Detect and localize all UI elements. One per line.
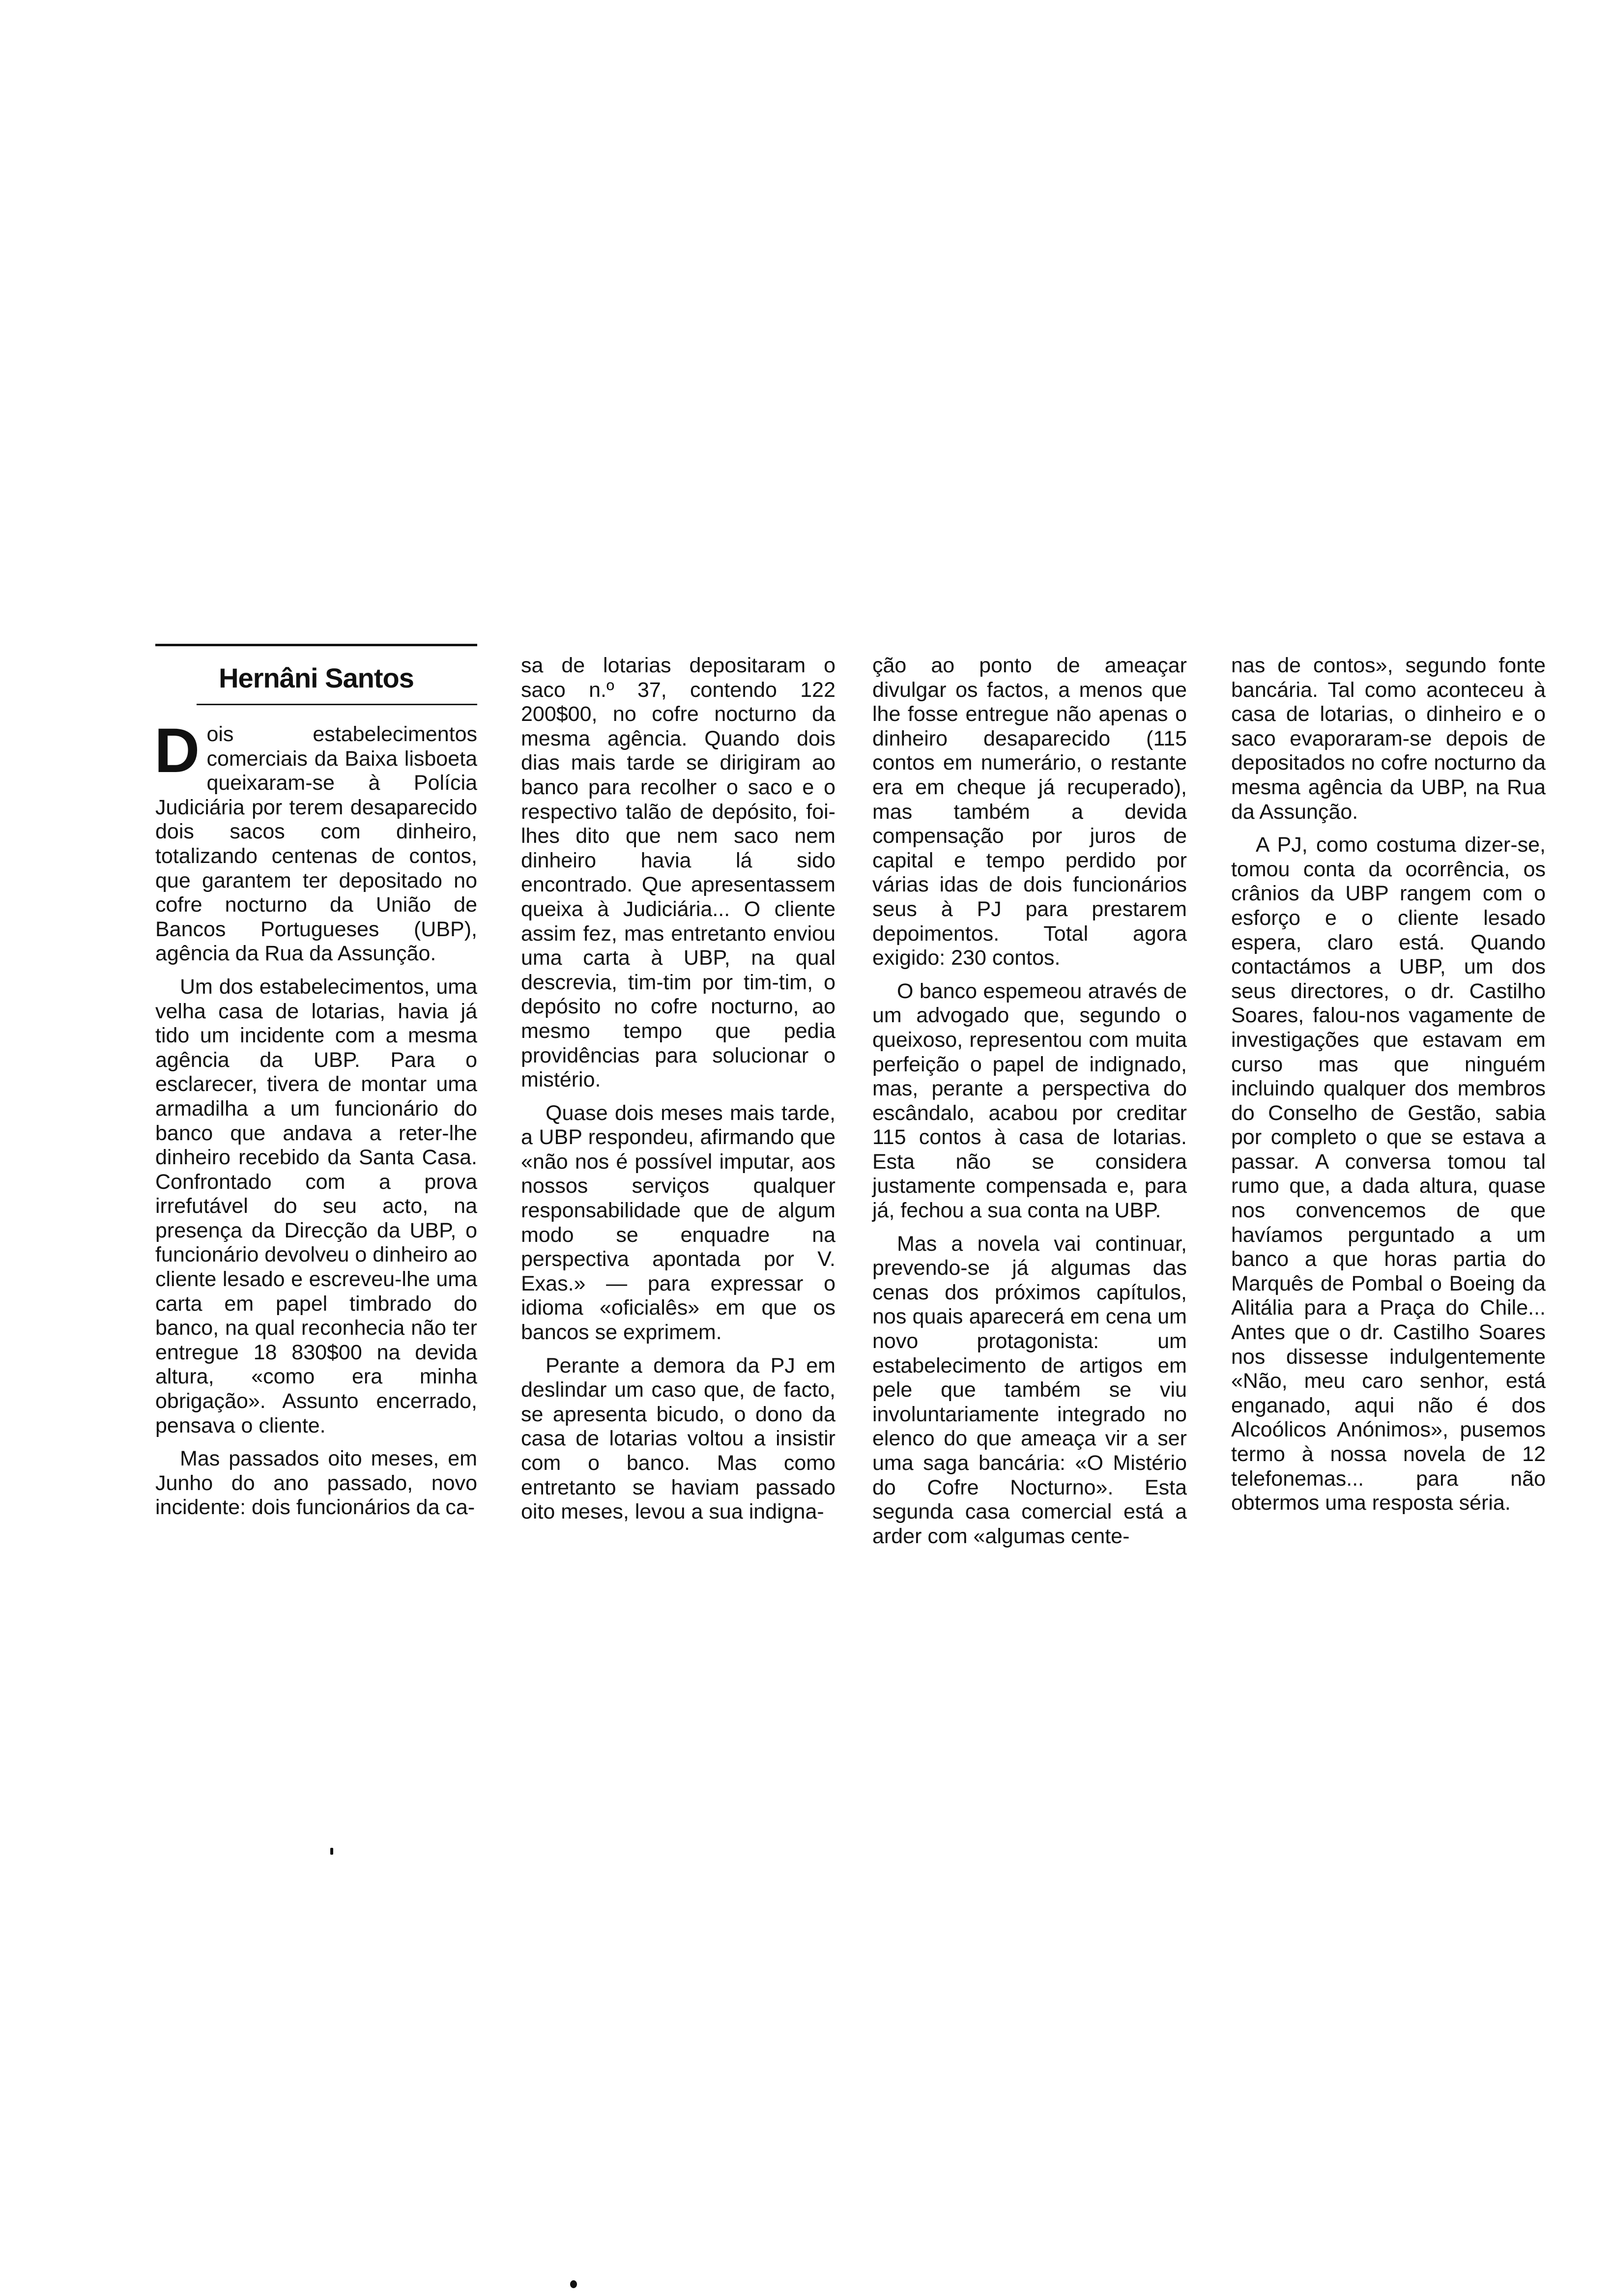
article-paragraph: nas de contos», segundo fonte bancária. Tal como aconteceu à casa de lotarias, o dinheiro e o saco evaporaram-se depois de depositados no cofre nocturno da mesma agência da UBP, na Rua da Assunção. xyxy=(1231,654,1546,824)
scan-speck xyxy=(330,1848,333,1855)
article-paragraph: Mas a novela vai continuar, prevendo-se já algumas das cenas dos próximos capítulos, nos quais aparecerá em cena um novo protagonista: um estabelecimento de artigos em pele que também se viu involuntariamente integrado no elenco do que ameaça vir a ser uma saga bancária: «O Mistério do Cofre Nocturno». Esta segunda casa comercial está a arder com «algumas cente- xyxy=(872,1232,1187,1548)
article-paragraph: ção ao ponto de ameaçar divulgar os factos, a menos que lhe fosse entregue não apenas o dinheiro desaparecido (115 contos em numerário, o restante era em cheque já recuperado), mas também a devida compensação por juros de capital e tempo perdido por várias idas de dois funcionários seus à PJ para prestarem depoimentos. Total agora exigido: 230 contos. xyxy=(872,654,1187,970)
article-paragraph xyxy=(154,716,477,966)
scan-speck xyxy=(570,2280,577,2288)
byline-top-rule xyxy=(155,644,477,646)
article-paragraph: Perante a demora da PJ em deslindar um caso que, de facto, se apresenta bicudo, o dono da casa de lotarias voltou a insistir com o banco. Mas como entretanto se haviam passado oito meses, levou a sua indigna- xyxy=(521,1353,835,1524)
article-column-1 xyxy=(154,716,478,1529)
byline-bottom-rule xyxy=(197,704,477,705)
article-paragraph: sa de lotarias depositaram o saco n.º 37, contendo 122 200$00, no cofre nocturno da mesma agência. Quando dois dias mais tarde se dirigiram ao banco para recolher o saco e o respectivo talão de depósito, foi-lhes dito que nem saco nem dinheiro havia lá sido encontrado. Que apresentassem queixa à Judiciária... O cliente assim fez, mas entretanto enviou uma carta à UBP, na qual descrevia, tim-tim por tim-tim, o depósito no cofre nocturno, ao mesmo tempo que pedia providências para solucionar o mistério. xyxy=(521,654,835,1092)
article-paragraph: A PJ, como costuma dizer-se, tomou conta da ocorrência, os crânios da UBP rangem com o esforço e o cliente lesado espera, claro está. Quando contactámos a UBP, um dos seus directores, o dr. Castilho Soares, falou-nos vagamente de investigações que estavam em curso mas que ninguém incluindo qualquer dos membros do Conselho de Gestão, sabia por completo o que se estava a passar. A conversa tomou tal rumo que, a dada altura, quase nos convencemos de que havíamos perguntado a um banco a que horas partia do Marquês de Pombal o Boeing da Alitália para a Praça do Chile... Antes que o dr. Castilho Soares nos dissesse indulgentemente «Não, meu caro senhor, está enganado, aqui não é dos Alcoólicos Anónimos», pusemos termo à nossa novela de 12 telefonemas... para não obtermos uma resposta séria. xyxy=(1231,833,1546,1515)
drop-cap: D xyxy=(154,716,200,786)
article-column-4 xyxy=(1231,654,1546,1524)
article-column-2 xyxy=(521,654,835,1533)
article-paragraph: Mas passados oito meses, em Junho do ano passado, novo incidente: dois funcionários da ca- xyxy=(155,1447,477,1520)
byline: Hernâni Santos xyxy=(219,662,414,693)
paragraph-text: ois estabelecimentos comerciais da Baixa lisboeta queixaram-se à Polícia Judiciária por terem desaparecido dois sacos com dinheiro, totalizando centenas de contos, que garantem ter depositado no cofre nocturno da União de Bancos Portugueses (UBP), agência da Rua da Assunção. xyxy=(155,722,477,966)
article-paragraph: O banco espemeou através de um advogado que, segundo o queixoso, representou com muita perfeição o papel de indignado, mas, perante a perspectiva do escândalo, acabou por creditar 115 contos à casa de lotarias. Esta não se considera justamente compensada e, para já, fechou a sua conta na UBP. xyxy=(872,979,1187,1223)
article-paragraph: Um dos estabelecimentos, uma velha casa de lotarias, havia já tido um incidente com a mesma agência da UBP. Para o esclarecer, tivera de montar uma armadilha a um funcionário do banco que andava a reter-lhe dinheiro recebido da Santa Casa. Confrontado com a prova irrefutável do seu acto, na presença da Direcção da UBP, o funcionário devolveu o dinheiro ao cliente lesado e escreveu-lhe uma carta em papel timbrado do banco, na qual reconhecia não ter entregue 18 830$00 na devida altura, «como era minha obrigação». Assunto encerrado, pensava o cliente. xyxy=(155,975,478,1437)
article-paragraph: Quase dois meses mais tarde, a UBP respondeu, afirmando que «não nos é possível imputar, aos nossos serviços qualquer responsabilidade que de algum modo se enquadre na perspectiva apontada por V. Exas.» — para expressar o idioma «oficialês» em que os bancos se exprimem. xyxy=(521,1101,835,1345)
article-column-3 xyxy=(872,654,1187,1557)
